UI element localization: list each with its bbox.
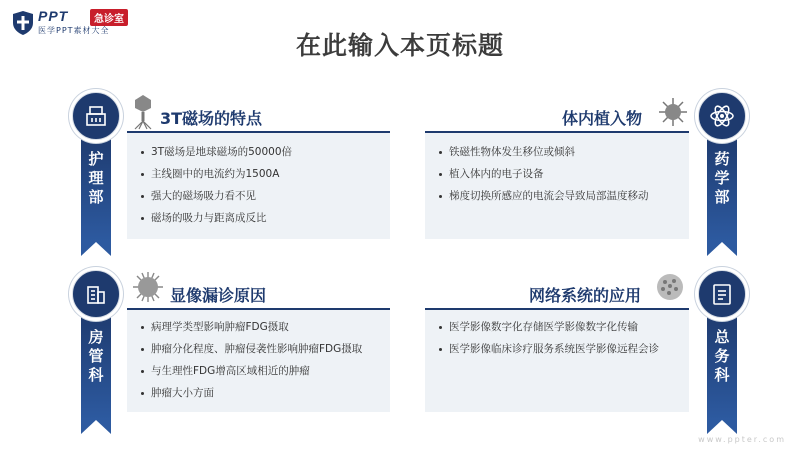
- ribbon-label: 总 务 科: [714, 328, 730, 384]
- list-item: 梯度切换所感应的电流会导致局部温度移动: [437, 185, 689, 207]
- panel-heading: 显像漏诊原因: [170, 286, 267, 305]
- panel-box-top-right: [425, 133, 689, 239]
- list-item: 病理学类型影响肿瘤FDG摄取: [139, 316, 390, 338]
- list-item: 主线圈中的电流约为1500A: [139, 163, 390, 185]
- virus-icon: [658, 97, 688, 127]
- building-icon: [84, 104, 108, 128]
- spiky-virus-icon: [654, 271, 686, 303]
- panel-heading: 3T磁场的特点: [160, 109, 263, 128]
- list-item: 强大的磁场吸力看不见: [139, 185, 390, 207]
- office-icon: [84, 282, 108, 306]
- bullet-list: [425, 310, 689, 360]
- virus-cell-icon: [132, 271, 164, 303]
- footer-watermark: www.ppter.com: [698, 435, 786, 444]
- list-item: 3T磁场是地球磁场的50000倍: [139, 141, 390, 163]
- list-item: 植入体内的电子设备: [437, 163, 689, 185]
- ribbon-badge: [72, 92, 120, 140]
- bullet-list: [127, 310, 390, 404]
- ribbon-label: 房 管 科: [88, 328, 104, 384]
- panel-box-bottom-left: [127, 310, 390, 412]
- list-item: 与生理性FDG增高区域相近的肿瘤: [139, 360, 390, 382]
- bacteriophage-icon: [132, 94, 154, 130]
- panel-heading: 网络系统的应用: [529, 286, 642, 305]
- ribbon-label: 药 学 部: [714, 150, 730, 206]
- atom-icon: [709, 103, 735, 129]
- logo-subtitle: 医学PPT素材大全: [38, 26, 110, 35]
- list-item: 肿瘤大小方面: [139, 382, 390, 404]
- ribbon-label: 护 理 部: [88, 150, 104, 206]
- logo-tag: 急诊室: [90, 9, 128, 26]
- bullet-list: [425, 133, 689, 207]
- list-item: 肿瘤分化程度、肿瘤侵袭性影响肿瘤FDG摄取: [139, 338, 390, 360]
- ribbon-badge: [72, 270, 120, 318]
- list-item: 铁磁性物体发生移位或倾斜: [437, 141, 689, 163]
- logo-brand: PPT: [38, 8, 69, 24]
- ribbon-badge: [698, 92, 746, 140]
- list-item: 医学影像数字化存储医学影像数字化传输: [437, 316, 689, 338]
- document-icon: [711, 282, 733, 306]
- panel-box-bottom-right: [425, 310, 689, 412]
- panel-heading: 体内植入物: [562, 109, 643, 128]
- ribbon-badge: [698, 270, 746, 318]
- list-item: 磁场的吸力与距离成反比: [139, 207, 390, 229]
- list-item: 医学影像临床诊疗服务系统医学影像远程会诊: [437, 338, 689, 360]
- page-title: 在此输入本页标题: [295, 31, 504, 60]
- panel-box-top-left: [127, 133, 390, 239]
- bullet-list: [127, 133, 390, 229]
